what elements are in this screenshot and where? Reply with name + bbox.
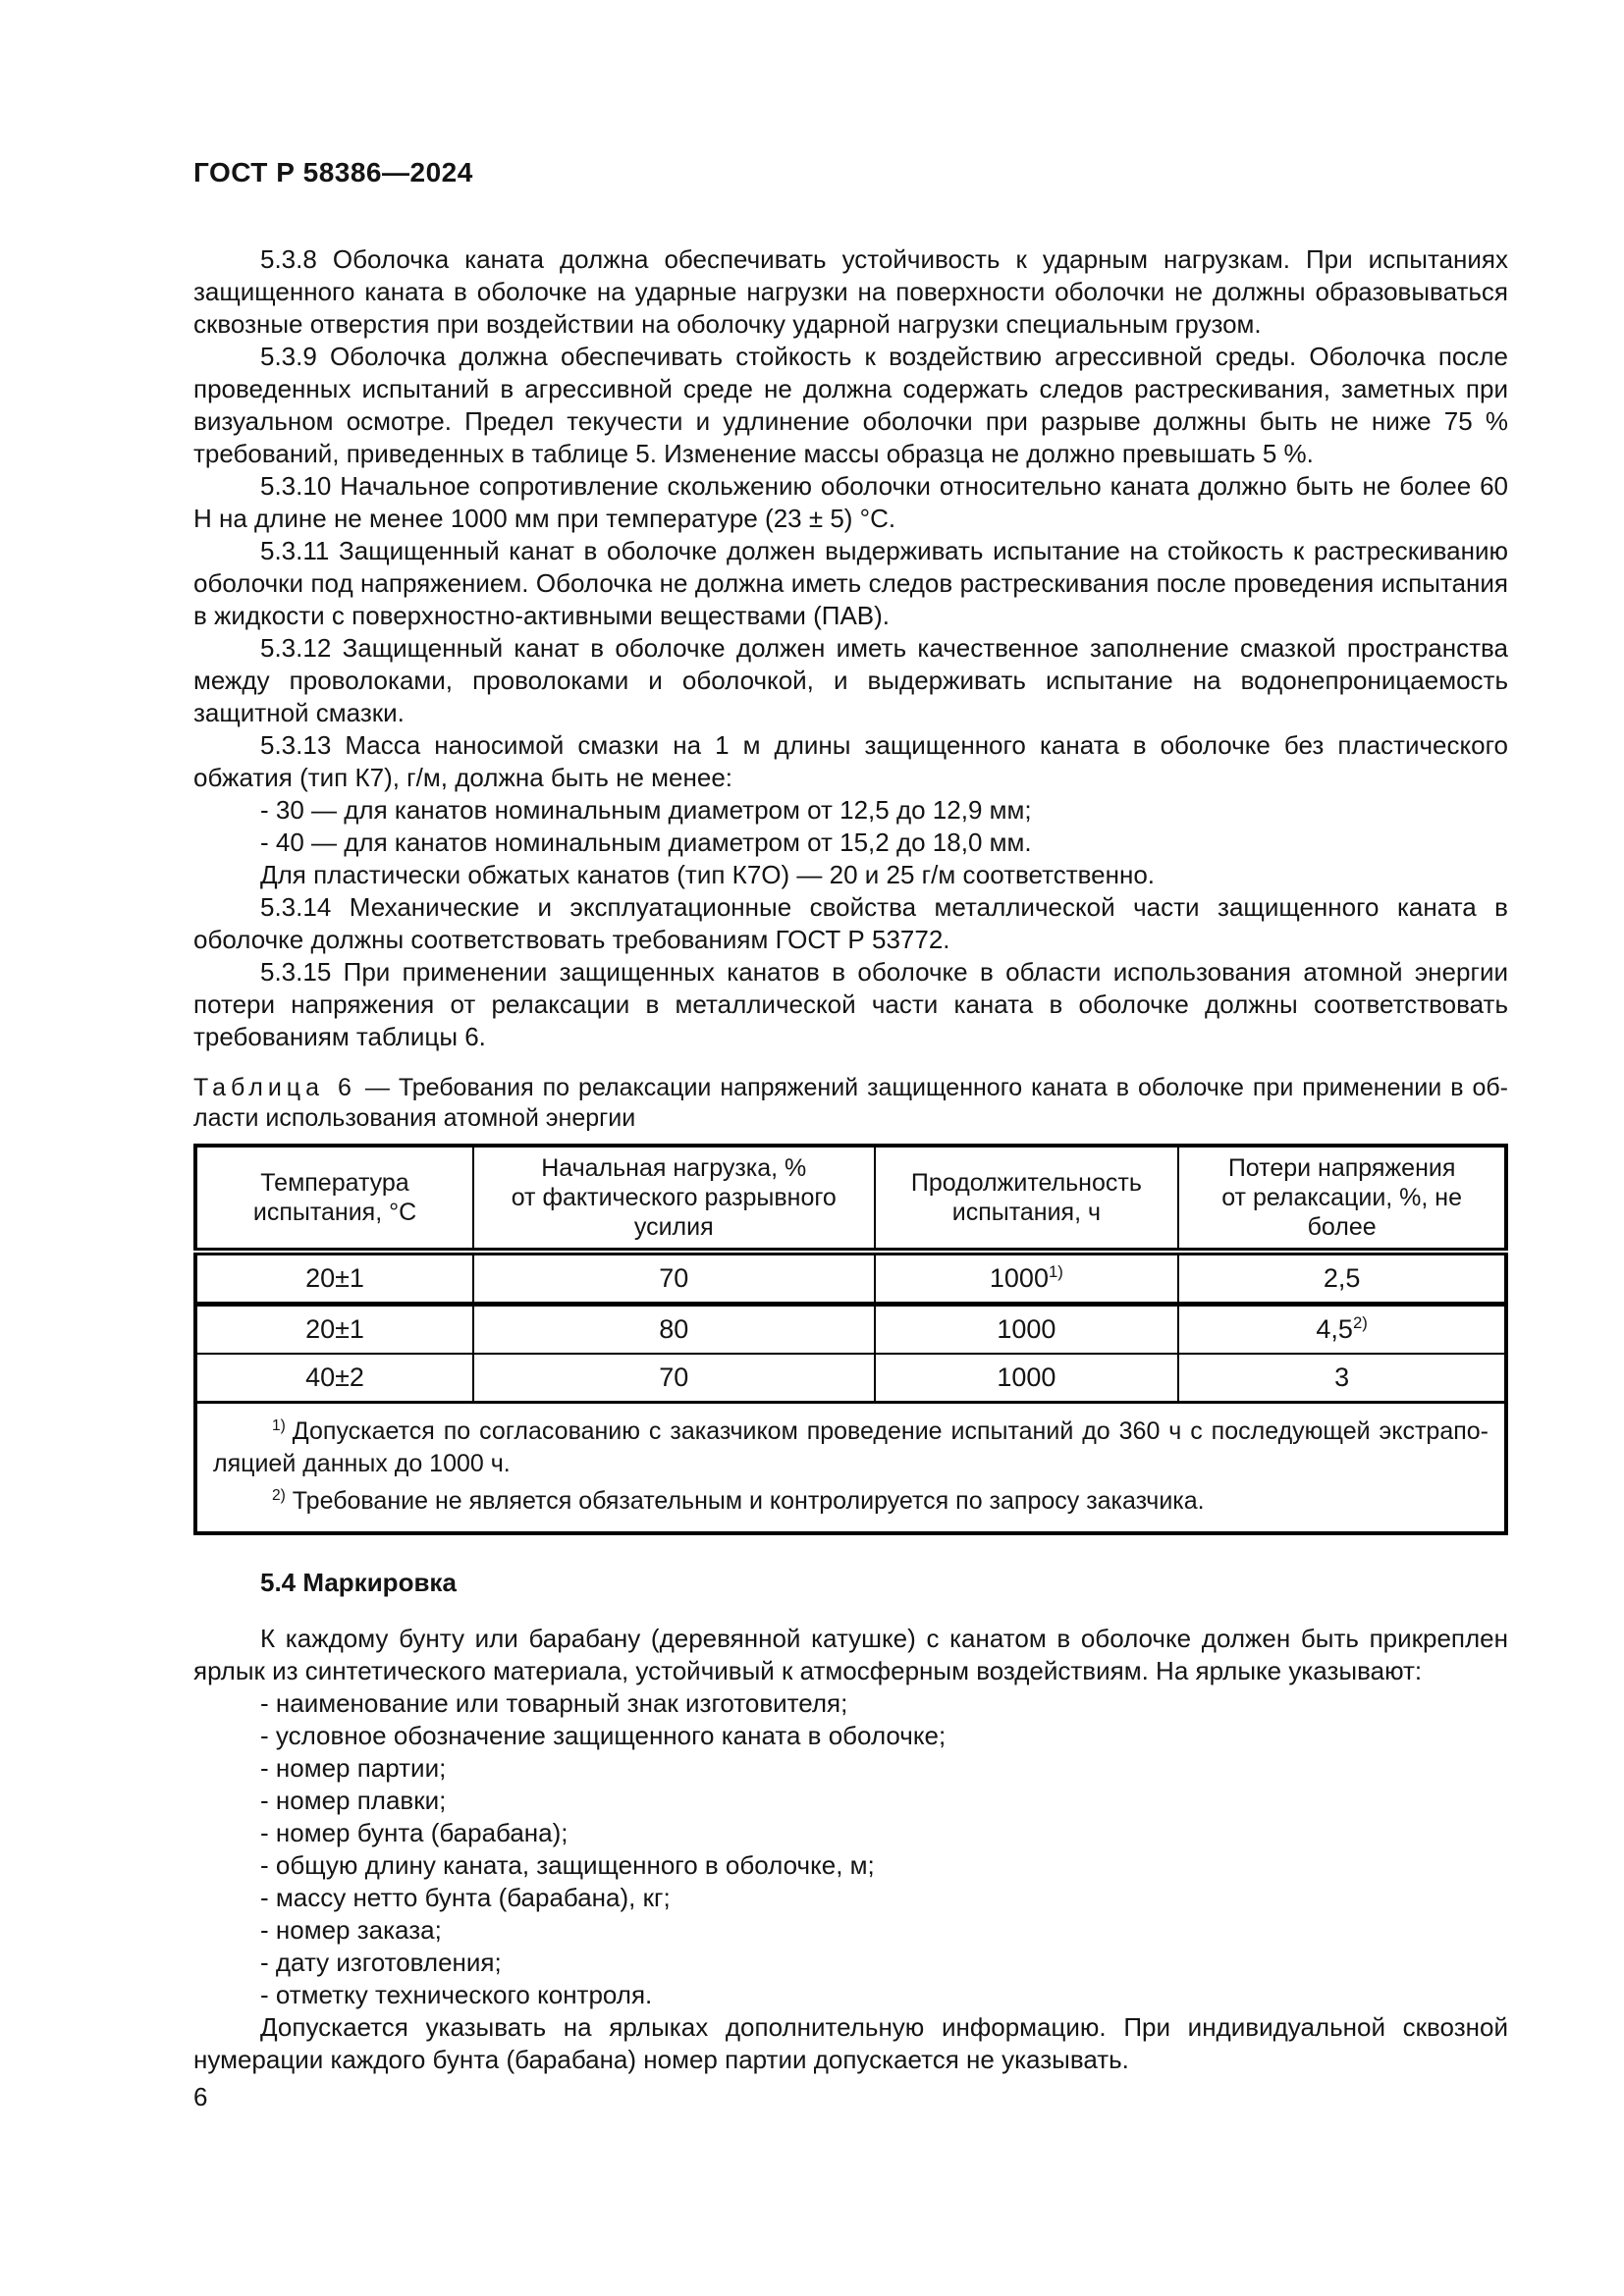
table-6-caption-text: — Требования по релаксации напряжений защищенного каната в оболочке при применении в области использования атомной энергии (193, 1074, 1508, 1132)
footnote-marker: 1) (272, 1416, 286, 1434)
marking-list-item: - массу нетто бунта (барабана), кг; (260, 1883, 671, 1912)
header-line: от релаксации, %, не более (1221, 1184, 1463, 1241)
clause-5-3-13: 5.3.13 Масса наносимой смазки на 1 м длины защищенного каната в оболочке без пластического обжатия (тип К7), г/м, должна быть не менее: (193, 730, 1508, 792)
grease-mass-list-item: - 40 — для канатов номинальным диаметром от 15,2 до 18,0 мм. (260, 828, 1032, 857)
header-line: Температура (260, 1169, 409, 1197)
marking-list-item: - номер заказа; (260, 1915, 442, 1945)
marking-list-item: - отметку технического контроля. (260, 1980, 653, 2009)
header-line: Потери напряжения (1227, 1154, 1456, 1182)
clause-5-3-13-note: Для пластически обжатых канатов (тип К7О) — 20 и 25 г/м соответственно. (260, 860, 1156, 889)
header-line: от фактического разрывного усилия (511, 1184, 837, 1241)
table-6 (193, 1144, 1508, 1535)
cell-value: 4,5 (1316, 1314, 1353, 1344)
document-content (193, 243, 1508, 2113)
clause-5-3-8: 5.3.8 Оболочка каната должна обеспечивать устойчивость к ударным нагрузкам. При испытаниях защищенного каната в оболочке на ударные нагрузки на поверхности оболочки не должны образовываться сквозные отверстия при воздействии на оболочку ударной нагрузки специальным грузом. (193, 244, 1508, 339)
header-line: Продолжительность (910, 1169, 1142, 1197)
cell-loss: 2,5 (1178, 1252, 1506, 1305)
cell-duration: 1000 (875, 1354, 1179, 1403)
cell-duration (875, 1252, 1179, 1305)
footnote-marker: 2) (272, 1486, 286, 1504)
table-footnotes (195, 1403, 1506, 1534)
table-row (195, 1305, 1506, 1355)
footnote-text: Допускается по согласованию с заказчиком проведение испытаний до 360 ч с последующей экстраполяцией данных до 1000 ч. (213, 1417, 1489, 1477)
table-6-header-row (195, 1146, 1506, 1252)
marking-intro-paragraph: К каждому бунту или барабану (деревянной катушке) с канатом в оболочке должен быть прикреплен ярлык из синтетического материала, устойчивый к атмосферным воздействиям. На ярлыке указывают: (193, 1624, 1508, 1685)
clause-5-3-9: 5.3.9 Оболочка должна обеспечивать стойкость к воздействию агрессивной среды. Оболочка после проведенных испытаний в агрессивной среде не должна содержать следов растрескивания, заметных при визуальном осмотре. Предел текучести и удлинение оболочки при разрыве должны быть не ниже 75 % требований, приведенных в таблице 5. Изменение массы образца не должно превышать 5 %. (193, 342, 1508, 468)
table-row (195, 1252, 1506, 1305)
column-header-initial-load (473, 1146, 875, 1252)
section-heading-5-4: 5.4 Маркировка (260, 1568, 457, 1597)
page-number: 6 (193, 2082, 208, 2111)
clause-5-3-14: 5.3.14 Механические и эксплуатационные свойства металлической части защищенного каната в оболочке должны соответствовать требованиям ГОСТ Р 53772. (193, 892, 1508, 954)
marking-list-item: - номер партии; (260, 1753, 447, 1783)
cell-load: 80 (473, 1305, 875, 1355)
marking-list-item: - наименование или товарный знак изготовителя; (260, 1688, 848, 1718)
cell-load: 70 (473, 1252, 875, 1305)
column-header-temperature (195, 1146, 473, 1252)
column-header-stress-loss (1178, 1146, 1506, 1252)
clause-5-3-15: 5.3.15 При применении защищенных канатов в оболочке в области использования атомной энергии потери напряжения от релаксации в металлической части каната в оболочке должны соответствовать требованиям таблицы 6. (193, 957, 1508, 1051)
table-footnote-1 (213, 1415, 1489, 1480)
clause-5-3-11: 5.3.11 Защищенный канат в оболочке должен выдерживать испытание на стойкость к растрескиванию оболочки под напряжением. Оболочка не должна иметь следов растрескивания после проведения испытания в жидкости с поверхностно-активными веществами (ПАВ). (193, 536, 1508, 630)
clause-5-3-10: 5.3.10 Начальное сопротивление скольжению оболочки относительно каната должно быть не более 60 Н на длине не менее 1000 мм при температуре (23 ± 5) °С. (193, 471, 1508, 533)
footnote-text: Требование не является обязательным и контролируется по запросу заказчика. (292, 1487, 1205, 1515)
cell-loss (1178, 1305, 1506, 1355)
document-code-header: ГОСТ Р 58386—2024 (193, 157, 473, 187)
header-line: испытания, °С (252, 1199, 417, 1226)
column-header-duration (875, 1146, 1179, 1252)
clause-5-3-12: 5.3.12 Защищенный канат в оболочке должен иметь качественное заполнение смазкой пространства между проволоками, проволоками и оболочкой, и выдерживать испытание на водонепроницаемость защитной смазки. (193, 633, 1508, 727)
header-line: испытания, ч (951, 1199, 1102, 1226)
table-footnote-2 (213, 1485, 1489, 1518)
grease-mass-list-item: - 30 — для канатов номинальным диаметром от 12,5 до 12,9 мм; (260, 795, 1032, 825)
cell-temperature: 40±2 (195, 1354, 473, 1403)
cell-temperature: 20±1 (195, 1305, 473, 1355)
table-row (195, 1354, 1506, 1403)
marking-list-item: - условное обозначение защищенного каната в оболочке; (260, 1721, 947, 1750)
marking-list-item: - номер бунта (барабана); (260, 1818, 568, 1847)
cell-load: 70 (473, 1354, 875, 1403)
marking-list-item: - номер плавки; (260, 1786, 447, 1815)
cell-value: 1000 (989, 1263, 1049, 1293)
header-line: Начальная нагрузка, % (541, 1154, 807, 1182)
cell-temperature: 20±1 (195, 1252, 473, 1305)
table-6-caption-label: Таблица 6 (193, 1074, 356, 1101)
marking-outro-paragraph: Допускается указывать на ярлыках дополнительную информацию. При индивидуальной сквозной нумерации каждого бунта (барабана) номер партии допускается не указывать. (193, 2012, 1508, 2074)
cell-loss: 3 (1178, 1354, 1506, 1403)
footnote-ref: 1) (1048, 1262, 1063, 1281)
marking-list-item: - дату изготовления; (260, 1948, 502, 1977)
table-footnotes-row (195, 1403, 1506, 1534)
cell-duration: 1000 (875, 1305, 1179, 1355)
table-6-caption (193, 1073, 1508, 1134)
footnote-ref: 2) (1352, 1313, 1368, 1332)
marking-list-item: - общую длину каната, защищенного в оболочке, м; (260, 1850, 875, 1880)
